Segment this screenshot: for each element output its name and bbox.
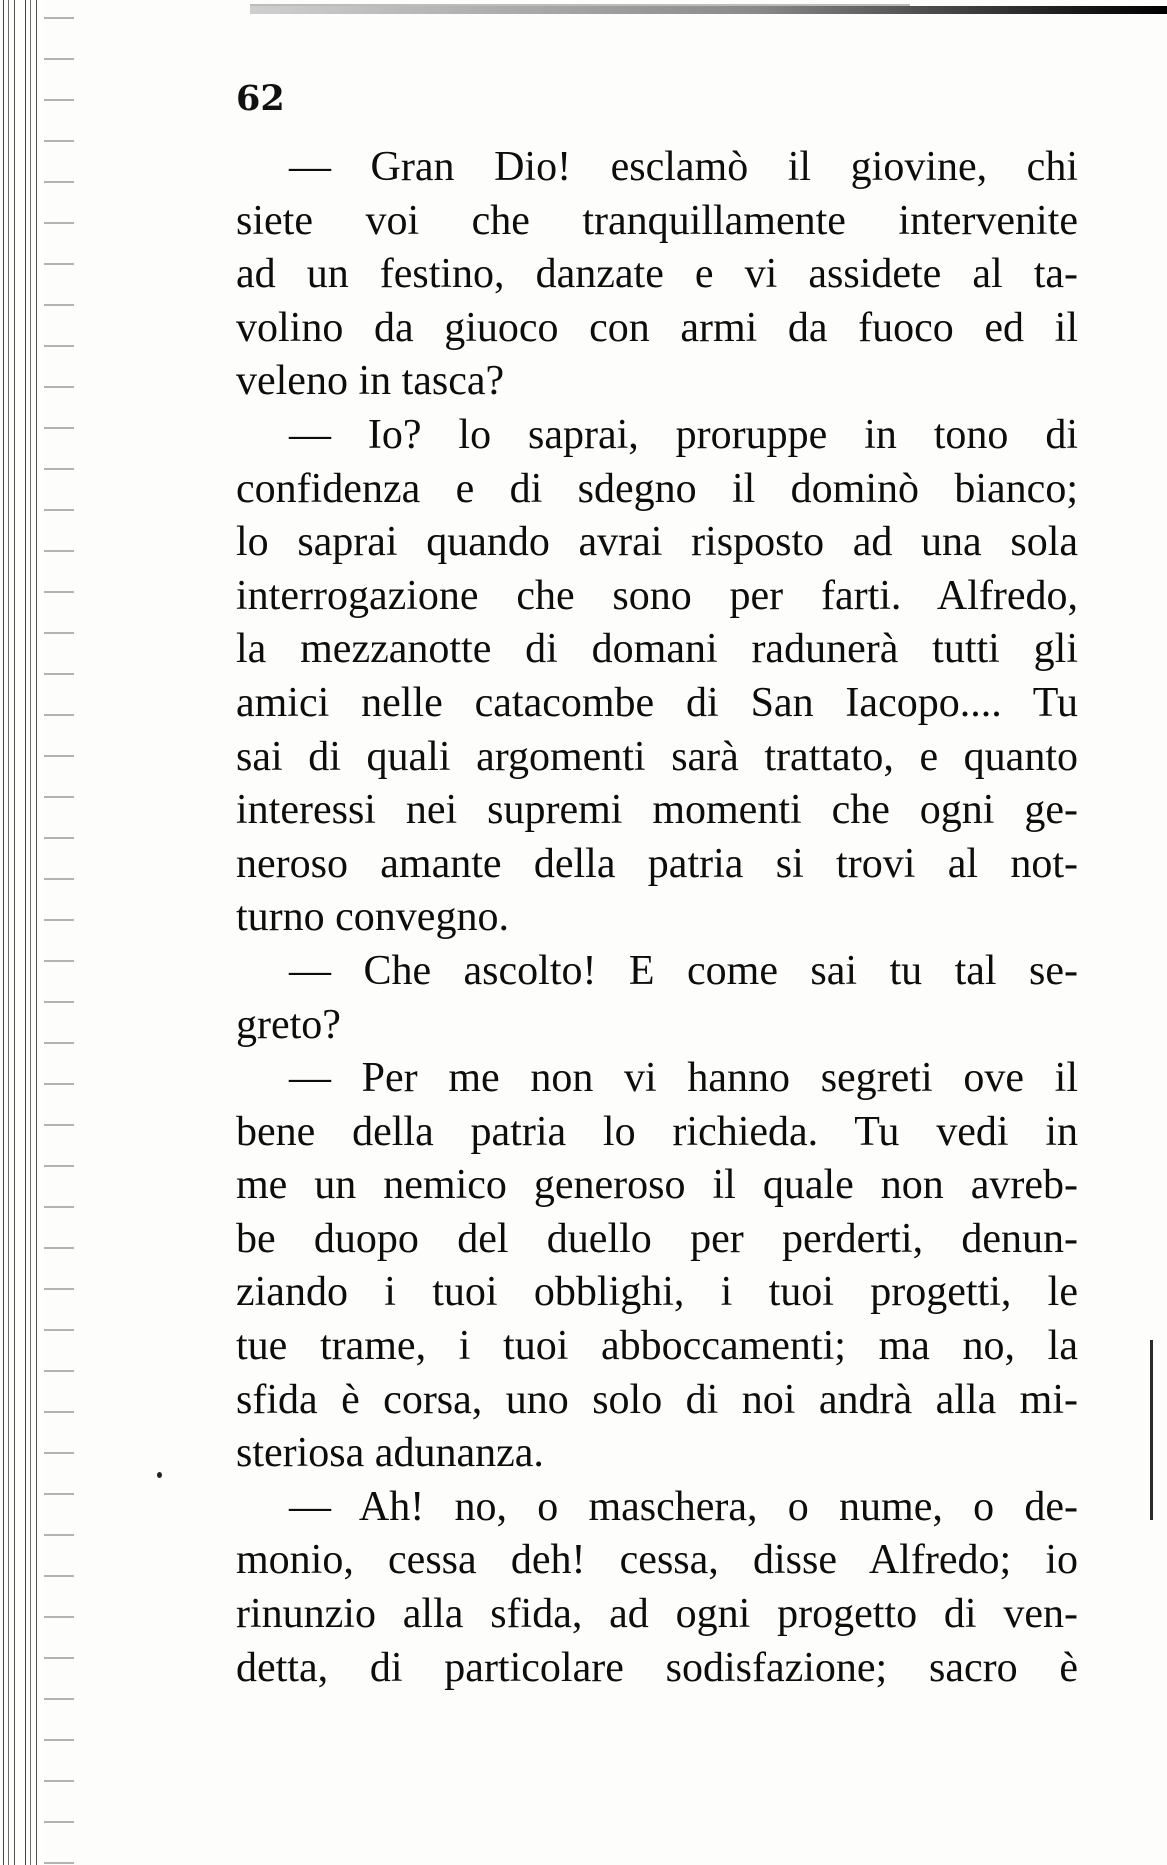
text-line: volino da giuoco con armi da fuoco ed il — [236, 304, 1078, 351]
binding-edge — [0, 0, 44, 1865]
text-line: la mezzanotte di domani radunerà tutti gli — [236, 626, 1078, 673]
text-line: — Gran Dio! esclamò il giovine, chi — [289, 144, 1078, 190]
text-line: confidenza e di sdegno il dominò bianco; — [236, 465, 1078, 512]
right-edge-mark — [1150, 1340, 1153, 1520]
text-line: detta, di particolare sodisfazione; sacro è — [236, 1644, 1078, 1691]
text-line: rinunzio alla sfida, ad ogni progetto di ven- — [236, 1591, 1078, 1638]
text-line: — Che ascolto! E come sai tu tal se- — [289, 947, 1078, 994]
text-line: — Ah! no, o maschera, o nume, o de- — [289, 1483, 1078, 1530]
text-line: bene della patria lo richieda. Tu vedi in — [236, 1108, 1078, 1155]
binding-shadow — [44, 0, 74, 1865]
text-line: ad un festino, danzate e vi assidete al ta- — [236, 251, 1078, 298]
text-line: steriosa adunanza. — [236, 1430, 544, 1477]
text-line: veleno in tasca? — [236, 358, 505, 405]
text-line: greto? — [236, 1001, 341, 1048]
ink-speck — [157, 1472, 162, 1478]
text-line: ziando i tuoi obblighi, i tuoi progetti, le — [236, 1269, 1078, 1316]
text-line: me un nemico generoso il quale non avreb- — [236, 1162, 1078, 1209]
text-line: — Per me non vi hanno segreti ove il — [289, 1055, 1078, 1102]
text-line: interessi nei supremi momenti che ogni ge- — [236, 787, 1078, 834]
text-line: interrogazione che sono per farti. Alfredo, — [236, 572, 1078, 619]
text-line: — Io? lo saprai, proruppe in tono di — [289, 411, 1078, 458]
page-number: 62 — [236, 78, 285, 119]
body-text — [236, 141, 1078, 1695]
text-line: turno convegno. — [236, 894, 509, 941]
text-line: tue trame, i tuoi abboccamenti; ma no, la — [236, 1323, 1078, 1370]
top-rule — [250, 6, 1167, 14]
text-line: neroso amante della patria si trovi al not- — [236, 840, 1078, 887]
text-line: siete voi che tranquillamente intervenite — [236, 197, 1078, 244]
text-line: lo saprai quando avrai risposto ad una sola — [236, 519, 1078, 566]
text-line: amici nelle catacombe di San Iacopo.... Tu — [236, 679, 1078, 726]
text-line: sfida è corsa, uno solo di noi andrà alla mi- — [236, 1376, 1078, 1423]
text-line: monio, cessa deh! cessa, disse Alfredo; io — [236, 1537, 1078, 1584]
text-line: be duopo del duello per perderti, denun- — [236, 1215, 1078, 1262]
text-line: sai di quali argomenti sarà trattato, e quanto — [236, 733, 1078, 780]
